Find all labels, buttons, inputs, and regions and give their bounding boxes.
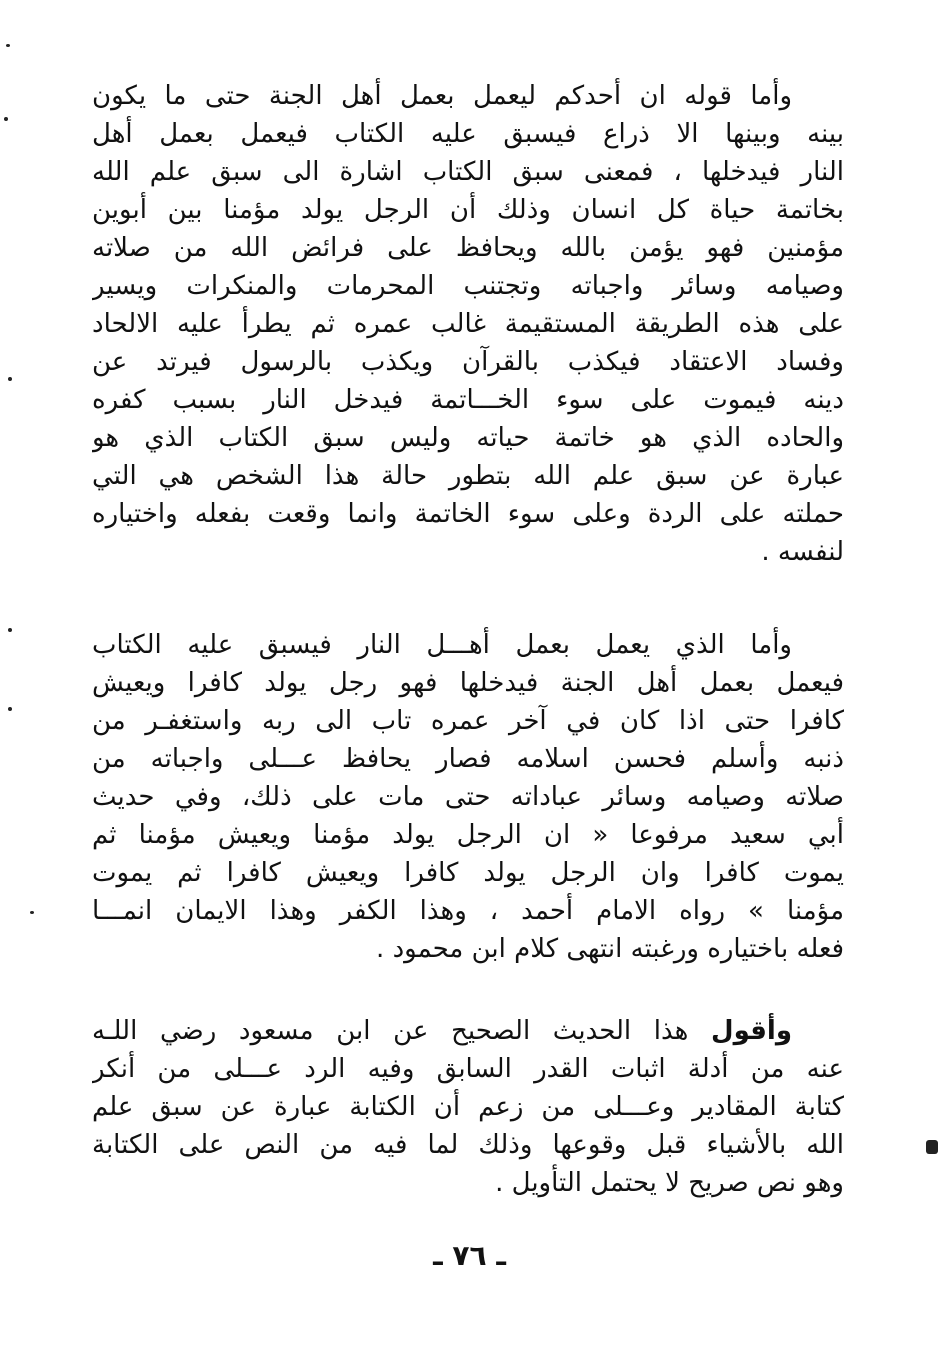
text-line: لنفسه . bbox=[761, 537, 844, 567]
scan-speck bbox=[926, 1140, 938, 1154]
text-line: فيعمل بعمل أهل الجنة فيدخلها فهو رجل يولد كافرا ويعيش bbox=[92, 668, 844, 698]
text-line: الله بالأشياء قبل وقوعها وذلك لما فيه من النص على الكتابة bbox=[92, 1130, 844, 1160]
page-number: ـ ٧٦ ـ bbox=[433, 1239, 506, 1272]
lead-word: وأقول bbox=[711, 1016, 792, 1046]
text-line: وهو نص صريح لا يحتمل التأويل . bbox=[495, 1168, 844, 1198]
text-line: فعله باختياره ورغبته انتهى كلام ابن محمود . bbox=[376, 934, 844, 964]
text-line: يموت كافرا وان الرجل يولد كافرا ويعيش كافرا ثم يموت bbox=[92, 858, 844, 888]
text-line: مؤمنا » رواه الامام أحمد ، وهذا الكفر وهذا الايمان انمـــا bbox=[92, 896, 844, 926]
text-line: بينه وبينها الا ذراع فيسبق عليه الكتاب فيعمل بعمل أهل bbox=[92, 119, 844, 149]
scan-speck bbox=[8, 377, 12, 381]
scan-speck bbox=[8, 628, 12, 632]
paragraph-2 bbox=[92, 626, 844, 968]
text-line: كتابة المقادير وعـــلى من زعم أن الكتابة عبارة عن سبق علم bbox=[92, 1092, 844, 1122]
text-line: عبارة عن سبق علم الله بتطور حالة هذا الشخص هي التي bbox=[92, 461, 844, 491]
text-line: ذنبه وأسلم فحسن اسلامه فصار يحافظ عـــلى واجباته من bbox=[92, 744, 844, 774]
text-line: دينه فيموت على سوء الخـــاتمة فيدخل النار بسبب كفره bbox=[92, 385, 844, 415]
text-line: وأما قوله ان أحدكم ليعمل بعمل أهل الجنة حتى ما يكون bbox=[92, 81, 792, 111]
text-line bbox=[92, 1012, 844, 1050]
text-line: والحاده الذي هو خاتمة حياته وليس سبق الكتاب الذي هو bbox=[92, 423, 844, 453]
text-line: بخاتمة حياة كل انسان وذلك أن الرجل يولد مؤمنا بين أبوين bbox=[92, 195, 844, 225]
text-line: كافرا حتى اذا كان في آخر عمره تاب الى ربه واستغفـر من bbox=[92, 706, 844, 736]
scan-speck bbox=[30, 911, 34, 914]
text-line: وصيامه وسائر واجباته وتجتنب المحرمات والمنكرات ويسير bbox=[92, 271, 844, 301]
text-line: صلاته وصيامه وسائر عباداته حتى مات على ذلك، وفي حديث bbox=[92, 782, 844, 812]
text-line: النار فيدخلها ، فمعنى سبق الكتاب اشارة الى سبق علم الله bbox=[92, 157, 844, 187]
scan-speck bbox=[4, 117, 8, 121]
text-line: أبي سعيد مرفوعا « ان الرجل يولد مؤمنا ويعيش مؤمنا ثم bbox=[92, 820, 844, 850]
text-line: على هذه الطريقة المستقيمة غالب عمره ثم يطرأ عليه الالحاد bbox=[92, 309, 844, 339]
paragraph-3 bbox=[92, 1012, 844, 1202]
lead-line-rest: هذا الحديث الصحيح عن ابن مسعود رضي اللـه bbox=[92, 1016, 712, 1046]
text-line: حملته على الردة وعلى سوء الخاتمة وانما وقعت بفعله واختياره bbox=[92, 499, 844, 529]
text-line: وأما الذي يعمل بعمل أهـــل النار فيسبق عليه الكتاب bbox=[92, 630, 792, 660]
text-line: مؤمنين فهو يؤمن بالله ويحافظ على فرائض الله من صلاته bbox=[92, 233, 844, 263]
text-line: وفساد الاعتقاد فيكذب بالقرآن ويكذب بالرسول فيرتد عن bbox=[92, 347, 844, 377]
text-line: عنه من أدلة اثبات القدر السابق وفيه الرد عـــلى من أنكر bbox=[92, 1054, 844, 1084]
scan-speck bbox=[8, 707, 12, 711]
paragraph-1 bbox=[92, 77, 844, 571]
scan-speck bbox=[6, 44, 10, 47]
